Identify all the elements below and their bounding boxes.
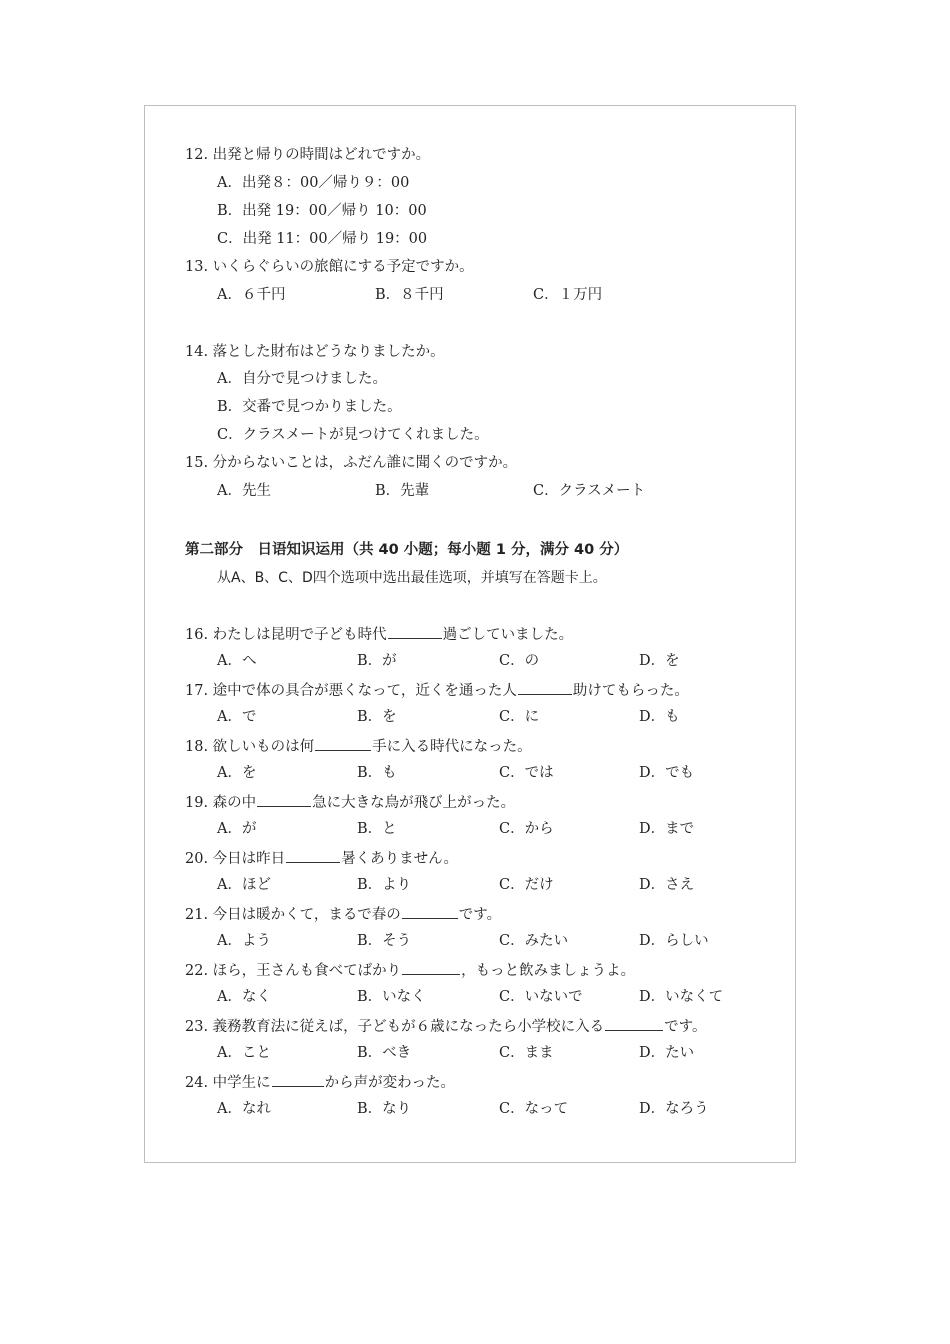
option-a: A．で xyxy=(217,709,257,725)
question-text-before: 森の中 xyxy=(212,795,257,811)
option-d: D．らしい xyxy=(639,933,709,949)
option-b: B．そう xyxy=(357,933,412,949)
question-number: 19. xyxy=(185,795,209,811)
option-a: A．なれ xyxy=(217,1101,271,1117)
option-b: B．なり xyxy=(357,1101,412,1117)
section-instruction: 从A、B、C、D四个选项中选出最佳选项，并填写在答题卡上。 xyxy=(217,570,607,586)
option-c: C．いないで xyxy=(499,989,583,1005)
answer-blank xyxy=(315,738,371,751)
question-number: 24. xyxy=(185,1075,209,1091)
option-b: B．８千円 xyxy=(375,287,444,303)
option-a: A．６千円 xyxy=(217,287,286,303)
question-text-after: です。 xyxy=(458,907,502,923)
answer-blank xyxy=(286,850,340,863)
answer-blank xyxy=(272,1074,324,1087)
option-a: A．なく xyxy=(217,989,271,1005)
option-b: B．より xyxy=(357,877,412,893)
option-d: D．も xyxy=(639,709,680,725)
option-c: C．クラスメート xyxy=(533,483,646,499)
option-c: C．だけ xyxy=(499,877,554,893)
option-a: A．よう xyxy=(217,933,271,949)
question-16 xyxy=(185,626,573,643)
question-text-before: 中学生に xyxy=(212,1075,271,1091)
question-text-before: ほら，王さんも食べてばかり xyxy=(212,963,402,979)
option-c: C．みたい xyxy=(499,933,569,949)
question-24 xyxy=(185,1074,455,1091)
answer-blank xyxy=(605,1018,663,1031)
option-c: C．１万円 xyxy=(533,287,603,303)
option-c: C．から xyxy=(499,821,554,837)
option-b: B．も xyxy=(357,765,397,781)
answer-blank xyxy=(402,962,460,975)
option-d: D．なろう xyxy=(639,1101,709,1117)
question-text: 落とした財布はどうなりましたか。 xyxy=(212,344,445,360)
question-text-after: から声が変わった。 xyxy=(324,1075,456,1091)
option-c: C．まま xyxy=(499,1045,554,1061)
option-a: A．自分で見つけました。 xyxy=(217,371,387,387)
option-d: D．さえ xyxy=(639,877,695,893)
option-a: A．こと xyxy=(217,1045,271,1061)
answer-blank xyxy=(518,682,572,695)
option-a: A．が xyxy=(217,821,257,837)
question-number: 15. xyxy=(185,455,209,471)
option-b: B．交番で見つかりました。 xyxy=(217,399,402,415)
question-13 xyxy=(185,260,474,275)
option-b: B．出発 19：00／帰り 10：00 xyxy=(217,203,427,219)
question-14 xyxy=(185,345,445,360)
question-19 xyxy=(185,794,515,811)
question-23 xyxy=(185,1018,707,1035)
question-number: 23. xyxy=(185,1019,209,1035)
question-number: 12. xyxy=(185,147,209,163)
question-text-before: 今日は暖かくて，まるで春の xyxy=(212,907,401,923)
option-c: C．の xyxy=(499,653,540,669)
question-number: 21. xyxy=(185,907,209,923)
question-number: 16. xyxy=(185,627,209,643)
question-text-after: です。 xyxy=(664,1019,707,1035)
option-a: A．を xyxy=(217,765,257,781)
question-17 xyxy=(185,682,689,699)
option-b: B．と xyxy=(357,821,397,837)
section-title: 第二部分 日语知识运用（共 40 小题；每小题 1 分，满分 40 分） xyxy=(185,542,629,558)
option-b: B．いなく xyxy=(357,989,426,1005)
option-c: C．に xyxy=(499,709,540,725)
question-text-after: 過ごしていました。 xyxy=(442,627,574,643)
option-a: A．出発８：00／帰り９：00 xyxy=(217,175,410,191)
option-b: B．が xyxy=(357,653,397,669)
question-text-after: 暑くありません。 xyxy=(341,851,459,867)
question-text-after: 急に大きな鳥が飛び上がった。 xyxy=(312,795,516,811)
question-text-before: 義務教育法に従えば，子どもが６歳になったら小学校に入る xyxy=(212,1019,605,1035)
question-text-after: 手に入る時代になった。 xyxy=(372,739,532,755)
question-text-after: 助けてもらった。 xyxy=(572,683,689,699)
question-20 xyxy=(185,850,458,867)
question-15 xyxy=(185,456,517,471)
question-text-before: 途中で体の具合が悪くなって，近くを通った人 xyxy=(212,683,517,699)
answer-blank xyxy=(257,794,311,807)
option-a: A．へ xyxy=(217,653,257,669)
option-b: B．を xyxy=(357,709,397,725)
option-c: C．なって xyxy=(499,1101,569,1117)
option-c: C．出発 11：00／帰り 19：00 xyxy=(217,231,428,247)
question-number: 22. xyxy=(185,963,209,979)
option-d: D．を xyxy=(639,653,680,669)
option-c: C．クラスメートが見つけてくれました。 xyxy=(217,427,489,443)
question-number: 18. xyxy=(185,739,209,755)
answer-blank xyxy=(388,626,442,639)
option-d: D．まで xyxy=(639,821,695,837)
option-d: D．いなくて xyxy=(639,989,724,1005)
option-c: C．では xyxy=(499,765,554,781)
question-text-before: 欲しいものは何 xyxy=(212,739,315,755)
question-number: 20. xyxy=(185,851,209,867)
question-text: いくらぐらいの旅館にする予定ですか。 xyxy=(212,259,474,275)
exam-page xyxy=(144,105,796,1163)
question-21 xyxy=(185,906,501,923)
question-number: 14. xyxy=(185,344,209,360)
option-d: D．でも xyxy=(639,765,695,781)
option-b: B．先輩 xyxy=(375,483,430,499)
question-18 xyxy=(185,738,532,755)
question-12 xyxy=(185,148,430,163)
question-number: 13. xyxy=(185,259,209,275)
question-text: 分からないことは，ふだん誰に聞くのですか。 xyxy=(212,455,518,471)
question-text-after: ，もっと飲みましょうよ。 xyxy=(461,963,636,979)
option-a: A．先生 xyxy=(217,483,271,499)
option-a: A．ほど xyxy=(217,877,271,893)
option-d: D．たい xyxy=(639,1045,695,1061)
question-number: 17. xyxy=(185,683,209,699)
answer-blank xyxy=(402,906,458,919)
question-text-before: 今日は昨日 xyxy=(212,851,286,867)
option-b: B．べき xyxy=(357,1045,412,1061)
question-text: 出発と帰りの時間はどれですか。 xyxy=(212,147,431,163)
question-22 xyxy=(185,962,635,979)
question-text-before: わたしは昆明で子ども時代 xyxy=(212,627,387,643)
